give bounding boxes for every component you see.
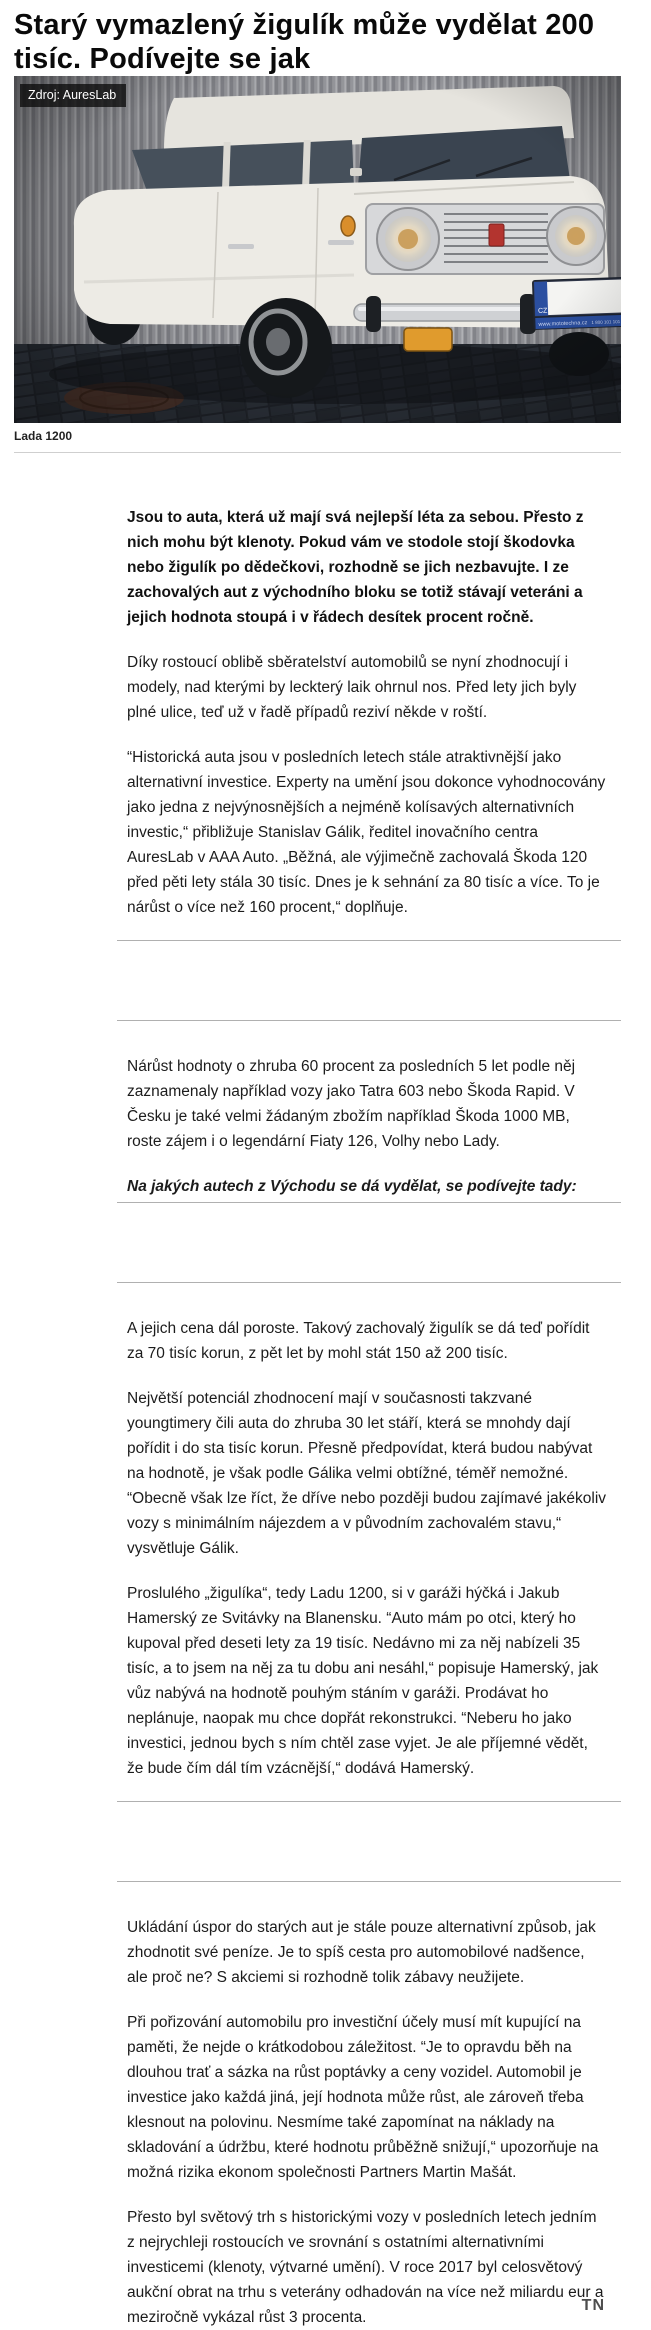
hero-image <box>14 76 621 423</box>
divider <box>117 1282 621 1283</box>
paragraph: Přesto byl světový trh s historickými vozy v posledních letech jedním z nejrychleji rostoucích ve srovnání s ostatními alternativními investicemi (klenoty, výtvarné umění). V roce 2017 byl celosvětový aukční obrat na trhu s veterány odhadován na více než miliardu eur a meziročně vykázal růst 3 procenta. <box>127 2209 604 2326</box>
hero-figure <box>14 76 621 453</box>
paragraph: A jejich cena dál poroste. Takový zachovalý žigulík se dá teď pořídit za 70 tisíc korun, z pět let by mohl stát 150 až 200 tisíc. <box>127 1320 590 1362</box>
tn-logo[interactable]: TN <box>581 2297 605 2314</box>
lead-paragraph: Jsou to auta, která už mají svá nejlepší léta za sebou. Přesto z nich mohu být klenoty. Pokud vám ve stodole stojí škodovka nebo žigulík po dědečkovi, rozhodně se jich nezbavujte. I ze zachovalých aut z východního bloku se totiž stávají veteráni a jejich hodnota stoupá i v řádech desítek procent ročně. <box>127 509 584 626</box>
divider <box>117 1881 621 1882</box>
paragraph: “Historická auta jsou v posledních letech stále atraktivnější jako alternativní investice. Experty na umění jsou dokonce vyhodnocovány jako jedna z nejvýnosnějších a nejméně kolísavých alternativních investic,“ přibližuje Stanislav Gálik, ředitel inovačního centra AuresLab v AAA Auto. „Běžná, ale výjimečně zachovalá Škoda 120 před pěti lety stála 30 tisíc. Dnes je k sehnání za 80 tisíc a více. To je nárůst o více než 160 procent,“ doplňuje. <box>127 749 606 916</box>
hero-photo-illustration <box>14 76 621 423</box>
photo-vignette <box>14 76 621 423</box>
divider <box>117 1801 621 1802</box>
image-caption: Lada 1200 <box>14 429 621 453</box>
paragraph: Proslulého „žigulíka“, tedy Ladu 1200, si v garáži hýčká i Jakub Hamerský ze Svitávky na Blanensku. “Auto mám po otci, který ho kupoval před deseti lety za 19 tisíc. Nedávno mi za něj nabízeli 35 tisíc, a to jsem na něj za tu dobu ani nesáhl,“ popisuje Hamerský, jak vůz nabývá na hodnotě pouhým stáním v garáži. Prodávat ho neplánuje, naopak mu chce dopřát rekonstrukci. “Neberu ho jako investici, jednou bych s ním chtěl zase vyjet. Je ale příjemné vědět, že bude čím dál tím vzácnější,“ dodává Hamerský. <box>127 1585 599 1777</box>
page-title: Starý vymazlený žigulík může vydělat 200 tisíc. Podívejte se jak <box>14 9 595 75</box>
paragraph: Díky rostoucí oblibě sběratelství automobilů se nyní zhodnocují i modely, nad kterými by leckterý laik ohrnul nos. Před lety jich byly plné ulice, teď už v řadě případů reziví někde v roští. <box>127 654 577 721</box>
paragraph: Nárůst hodnoty o zhruba 60 procent za posledních 5 let podle něj zaznamenaly například vozy jako Tatra 603 nebo Škoda Rapid. V Česku je také velmi žádaným zbožím například Škoda 1000 MB, roste zájem i o legendární Fiaty 126, Volhy nebo Lady. <box>127 1058 576 1150</box>
divider <box>117 1020 621 1021</box>
paragraph: Ukládání úspor do starých aut je stále pouze alternativní způsob, jak zhodnotit své peníze. Je to spíš cesta pro automobilové nadšence, ale proč ne? S akciemi si rozhodně tolik zábavy neužijete. <box>127 1919 596 1986</box>
image-source-badge: Zdroj: AuresLab <box>20 84 126 107</box>
paragraph: Při pořizování automobilu pro investiční účely musí mít kupující na paměti, že nejde o krátkodobou záležitost. “Je to opravdu běh na dlouhou trať a sázka na růst poptávky a ceny vozidel. Automobil je investice jako každá jiná, její hodnota může růst, ale zároveň třeba klesnout na polovinu. Nesmíme také zapomínat na náklady na skladování a údržbu, které hodnotu průběžně snižují,“ upozorňuje na možná rizika ekonom společnosti Partners Martin Mašát. <box>127 2014 599 2181</box>
paragraph: Největší potenciál zhodnocení mají v současnosti takzvané youngtimery čili auta do zhruba 30 let stáří, která se mnohdy dají pořídit i do sta tisíc korun. Přesně předpovídat, která budou nabývat na hodnotě, je však podle Gálika velmi obtížné, téměř nemožné. “Obecně však lze říct, že dříve nebo později budou zajímavé jakékoliv vozy s minimálním nájezdem a v původním zachovalém stavu,“ vysvětluje Gálik. <box>127 1390 607 1557</box>
divider <box>117 940 621 941</box>
highlight-paragraph: Na jakých autech z Východu se dá vydělat, se podívejte tady: <box>127 1178 577 1195</box>
divider <box>117 1202 621 1203</box>
article-body <box>127 505 607 2330</box>
